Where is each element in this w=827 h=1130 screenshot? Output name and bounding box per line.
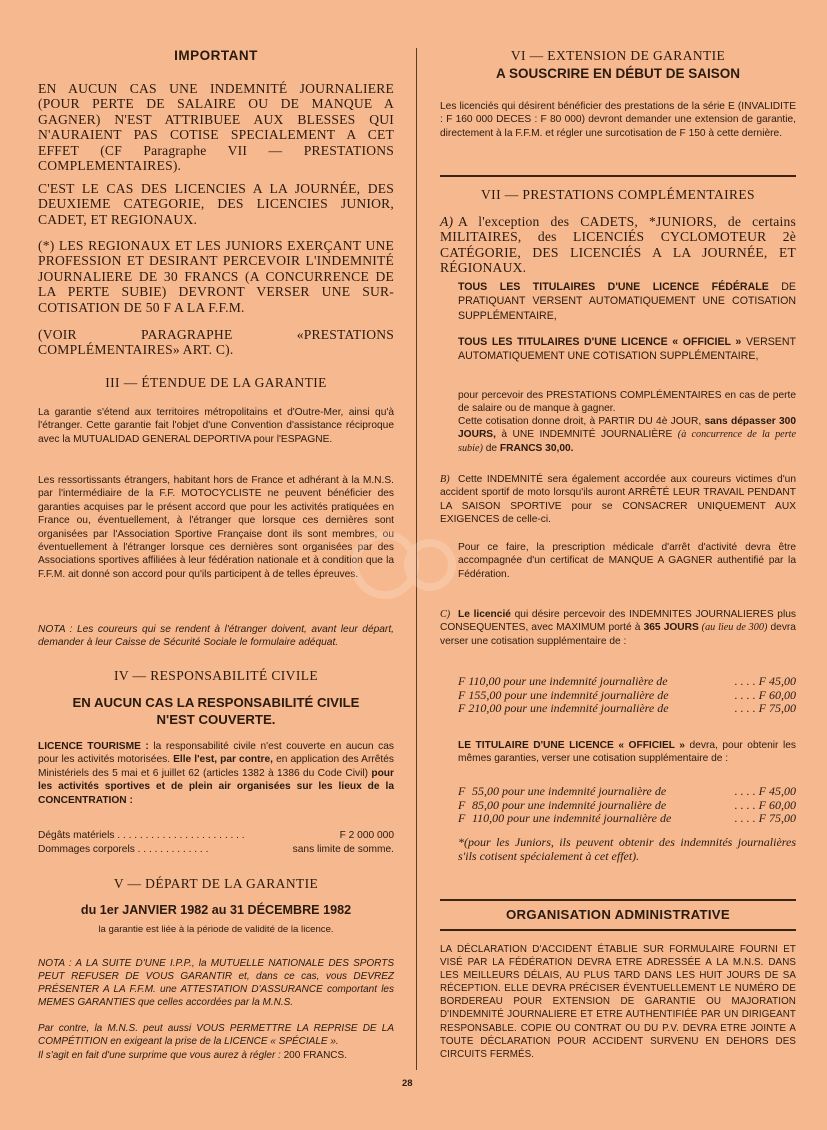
section-7-a-p4-f: FRANCS 30,00. <box>499 442 574 454</box>
licence-tourisme-text-a: la responsabilité civile n'est couverte en aucun cas pour les activités motorisées. <box>38 741 394 766</box>
page-number: 28 <box>402 1078 413 1089</box>
important-paragraph-4: (VOIR PARAGRAPHE «PRESTATIONS COMPLÉMENTAIRES» ART. C). <box>38 327 394 358</box>
table-1-row-value: . . . . F 75,00 <box>734 701 796 715</box>
section-7-c-b: qui désire percevoir des INDEMNITES JOURNALIERES plus CONSEQUENTES, avec MAXIMUM porté à <box>440 609 796 634</box>
section-7-a-paragraph-1 <box>440 280 796 323</box>
table-2-row <box>458 812 796 826</box>
licence-tourisme-text-b: Elle l'est, par contre, <box>173 754 274 766</box>
section-7-footnote: *(pour les Juniors, ils peuvent obtenir des indemnités journalières s'ils cotisent spécialement à cet effet). <box>458 835 796 863</box>
table-1-row-amount: F 110,00 pour une indemnité journalière de <box>458 674 668 688</box>
table-2-row-amount: 85,00 pour une indemnité journalière de <box>472 797 667 812</box>
important-paragraph-1: EN AUCUN CAS UNE INDEMNITÉ JOURNALIERE (POUR PERTE DE SALAIRE OU DE MANQUE A GAGNER) N'EST ATTRIBUEE AUX BLESSES QUI N'AURAIENT PAS COTISE SPECIALEMENT A CET EFFET (CF Paragraphe VII — PRESTATIONS COMPLEMENTAIRES). <box>38 81 394 174</box>
degats-materiels-value: F 2 000 000 <box>339 830 394 841</box>
section-6-paragraph: Les licenciés qui désirent bénéficier des prestations de la série E (INVALIDITE : F 160 000 DECES : F 80 000) devront demander une extension de garantie, directement à la F.F.M. et régler une surcotisation de F 150 à cette dernière. <box>440 101 796 139</box>
licence-tourisme-text-d: pour les activités sportives et de plein air organisées sur les lieux de la CONCENTRATION : <box>38 767 394 806</box>
section-7-c-paragraph-2 <box>440 739 796 766</box>
table-1-row <box>458 675 796 689</box>
section-7-c-p2-bold: LE TITULAIRE D'UNE LICENCE « OFFICIEL » <box>458 740 685 751</box>
section-7-b-paragraph-1-text: Cette INDEMNITÉ sera également accordée aux coureurs victimes d'un accident sportif de moto lorsqu'ils auront ARRÊTÉ LEUR TRAVAIL PENDANT LA SAISON SPORTIVE pour se CONSACRER UNIQUEMENT AUX EXIGENCES de celle-ci. <box>440 474 796 526</box>
table-1-row-amount: F 210,00 pour une indemnité journalière de <box>458 701 669 715</box>
section-3-paragraph-1: La garantie s'étend aux territoires métropolitains et d'Outre-Mer, ainsi qu'à l'étranger. Cette garantie fait l'objet d'une Convention d'assistance réciproque avec la MUTUALIDAD GENERAL DEPORTIVA pour l'ESPAGNE. <box>38 407 394 445</box>
section-7-c-p2-rest: devra, pour obtenir les mêmes garanties, verser une cotisation supplémentaire de : <box>458 740 796 765</box>
table-1-row-amount: F 155,00 pour une indemnité journalière de <box>458 687 669 702</box>
section-7-a-text: A l'exception des CADETS, *JUNIORS, de certains MILITAIRES, des LICENCIÉS CYCLOMOTEUR 2è CATÉGORIE, DES LICENCIÉS A LA JOURNÉE, ET RÉGIONAUX. <box>440 214 796 276</box>
table-2-row-currency: F <box>458 811 466 825</box>
section-4-heading-line-2: N'EST COUVERTE. <box>156 712 276 727</box>
cotisation-table-2 <box>440 785 796 826</box>
important-title: IMPORTANT <box>174 48 258 63</box>
section-7-a-paragraph-2 <box>440 335 796 364</box>
table-2-row-currency: F <box>458 797 466 812</box>
section-5-nota-3-amount: 200 FRANCS. <box>283 1050 347 1061</box>
section-5-title: V — DÉPART DE LA GARANTIE <box>113 876 319 891</box>
section-7-a-p4-a: Cette cotisation donne droit, à PARTIR DU 4è JOUR, <box>458 416 705 427</box>
licence-tourisme-label: LICENCE TOURISME : <box>38 741 149 752</box>
table-2-row-value: . . . . F 60,00 <box>734 797 796 812</box>
section-7-c-label: C) <box>440 609 451 620</box>
section-4-heading <box>38 694 394 728</box>
section-5-nota-2: Par contre, la M.N.S. peut aussi VOUS PERMETTRE LA REPRISE DE LA COMPÉTITION en exigeant la prise de la LICENCE « SPÉCIALE ». <box>38 1023 394 1047</box>
cotisation-table-1 <box>440 675 796 716</box>
section-7-a-paragraph-1-bold: TOUS LES TITULAIRES D'UNE LICENCE FÉDÉRALE <box>458 281 769 293</box>
important-paragraph-3: (*) LES REGIONAUX ET LES JUNIORS EXERÇANT UNE PROFESSION ET DESIRANT PERCEVOIR L'INDEMNITÉ JOURNALIERE DE 30 FRANCS (A CONCURRENCE DE LA PERTE SUBIE) DEVRONT VERSER UNE SUR-COTISATION DE 50 F A LA F.F.M. <box>38 238 394 315</box>
section-7-b-paragraph-1 <box>440 473 796 527</box>
important-paragraph-2: C'EST LE CAS DES LICENCIES A LA JOURNÉE, DES DEUXIEME CATEGORIE, DES LICENCIES JUNIOR, CADET, ET REGIONAUX. <box>38 181 394 227</box>
section-7-a-paragraph-1-rest: DE PRATIQUANT VERSENT AUTOMATIQUEMENT UNE COTISATION SUPPLÉMENTAIRE, <box>458 281 796 322</box>
table-1-row-value: . . . . F 60,00 <box>734 687 796 702</box>
table-2-row-currency: F <box>458 784 466 798</box>
organisation-bottom-rule <box>440 929 796 931</box>
dommages-corporels-label: Dommages corporels . . . . . . . . . . . . . <box>38 844 209 855</box>
section-3-title: III — ÉTENDUE DE LA GARANTIE <box>105 375 327 390</box>
table-1-row-value: . . . . F 45,00 <box>734 674 796 688</box>
organisation-top-rule <box>440 899 796 901</box>
organisation-title: ORGANISATION ADMINISTRATIVE <box>506 907 730 922</box>
section-7-a-p4-e: de <box>482 442 500 454</box>
section-7-c-a: Le licencié <box>458 609 511 620</box>
degats-materiels-row <box>38 829 394 842</box>
table-2-row <box>458 785 796 799</box>
section-6-subtitle: A SOUSCRIRE EN DÉBUT DE SAISON <box>495 66 741 81</box>
section-7-b-paragraph-2: Pour ce faire, la prescription médicale d'arrêt d'activité devra être accompagnée d'un certificat de MANQUE A GAGNER authentifié par la Fédération. <box>458 542 796 580</box>
table-1-row <box>458 702 796 716</box>
table-1-row <box>458 689 796 703</box>
section-5-nota-1: NOTA : A LA SUITE D'UNE I.P.P., la MUTUELLE NATIONALE DES SPORTS PEUT REFUSER DE VOUS GARANTIR et, dans ce cas, vous DEVREZ PRÉSENTER A LA F.F.M. une ATTESTATION D'ASSURANCE comportant les MEMES GARANTIES que celles accordées par la M.N.S. <box>38 958 394 1008</box>
section-7-a-intro <box>440 214 796 276</box>
section-5-nota-3 <box>38 1049 394 1062</box>
section-7-top-rule <box>440 175 796 177</box>
section-7-a-paragraph-2-rest: VERSENT AUTOMATIQUEMENT UNE COTISATION SUPPLÉMENTAIRE, <box>458 336 796 363</box>
section-7-c-c: 365 JOURS <box>643 622 699 634</box>
table-2-row-value: . . . . F 45,00 <box>734 784 796 798</box>
section-7-a-label: A) <box>440 214 454 229</box>
section-5-nota-3-text: Il s'agit en fait d'une surprime que vous aurez à régler : <box>38 1050 284 1061</box>
organisation-paragraph: LA DÉCLARATION D'ACCIDENT ÉTABLIE SUR FORMULAIRE FOURNI ET VISÉ PAR LA FÉDÉRATION DEVRA ETRE ADRESSÉE A LA M.N.S. DANS LES MEILLEURS DÉLAIS, AU PLUS TARD DANS LES HUIT JOURS DE SA RÉCEPTION. ELLE DEVRA PRÉCISER ÉVENTUELLEMENT LE NUMÉRO DE BORDEREAU POUR EXTENSION DE GARANTIE OU MAJORATION D'INDEMNITÉ JOURNALIERE ET ETRE AUTHENTIFIÉE PAR UN DIRIGEANT RESPONSABLE. COPIE OU CONTRAT OU DU P.V. DEVRA ETRE JOINTE A TOUTE DÉCLARATION POUR ACCIDENT SURVENU EN DEHORS DES CIRCUITS FERMÉS. <box>440 944 796 1060</box>
section-7-a-paragraph-3: pour percevoir des PRESTATIONS COMPLÉMENTAIRES en cas de perte de salaire ou de manque à gagner. <box>458 390 796 415</box>
section-5-subtitle: la garantie est liée à la période de validité de la licence. <box>98 924 334 935</box>
section-3-nota: NOTA : Les coureurs qui se rendent à l'étranger doivent, avant leur départ, demander à leur Caisse de Sécurité Sociale le formulaire adéquat. <box>38 624 394 649</box>
section-7-c-e: devra verser une cotisation supplémentaire de : <box>440 622 796 647</box>
section-7-title: VII — PRESTATIONS COMPLÉMENTAIRES <box>481 187 755 202</box>
section-7-c-paragraph-1 <box>440 608 796 648</box>
dommages-corporels-row <box>38 843 394 856</box>
table-2-row-amount: 110,00 pour une indemnité journalière de <box>472 811 672 825</box>
table-2-row-amount: 55,00 pour une indemnité journalière de <box>472 784 667 798</box>
section-7-c-d: (au lieu de 300) <box>698 622 768 634</box>
section-4-title: IV — RESPONSABILITÉ CIVILE <box>113 668 319 683</box>
section-7-b-label: B) <box>440 474 450 485</box>
section-4-heading-line-1: EN AUCUN CAS LA RESPONSABILITÉ CIVILE <box>72 695 360 710</box>
dommages-corporels-value: sans limite de somme. <box>292 844 394 855</box>
section-3-paragraph-2: Les ressortissants étrangers, habitant hors de France et adhérant à la M.N.S. par l'intermédiaire de la F.F. MOTOCYCLISTE ne peuvent bénéficier des garanties acquises par le présent accord que pour les activités pratiquées en France ou, éventuellement, à l'étranger que lorsque ces dernières sont organisées par l'Association Sportive Française dont ils sont membres, ou éventuellement à l'étranger lorsque ces dernières sont organisées par des Associations sportives affiliées à leur fédération nationale et à condition que la F.F.M. ait donné son accord pour qu'ils participent à de telles épreuves. <box>38 475 394 580</box>
degats-materiels-label: Dégâts matériels . . . . . . . . . . . . . . . . . . . . . . . <box>38 830 245 841</box>
section-7-a-p4-c: à UNE INDEMNITÉ JOURNALIÈRE <box>495 429 678 441</box>
table-2-row-value: . . . . F 75,00 <box>734 811 796 825</box>
licence-tourisme-paragraph <box>38 740 394 807</box>
section-7-a-paragraph-4 <box>440 415 796 455</box>
section-5-dates: du 1er JANVIER 1982 au 31 DÉCEMBRE 1982 <box>80 903 352 917</box>
table-2-row <box>458 799 796 813</box>
section-7-a-paragraph-2-bold: TOUS LES TITULAIRES D'UNE LICENCE « OFFICIEL » <box>458 336 742 348</box>
section-6-title: VI — EXTENSION DE GARANTIE <box>510 48 726 63</box>
section-7-a-p4-d: (à concurrence de la perte subie) <box>458 429 797 454</box>
licence-tourisme-text-c: en application des Arrêtés Ministériels des 5 mai et 6 juillet 62 (articles 1382 à 1386 du Code Civil) <box>38 754 394 779</box>
section-7-a-p4-b: sans dépasser 300 JOURS, <box>458 416 796 441</box>
